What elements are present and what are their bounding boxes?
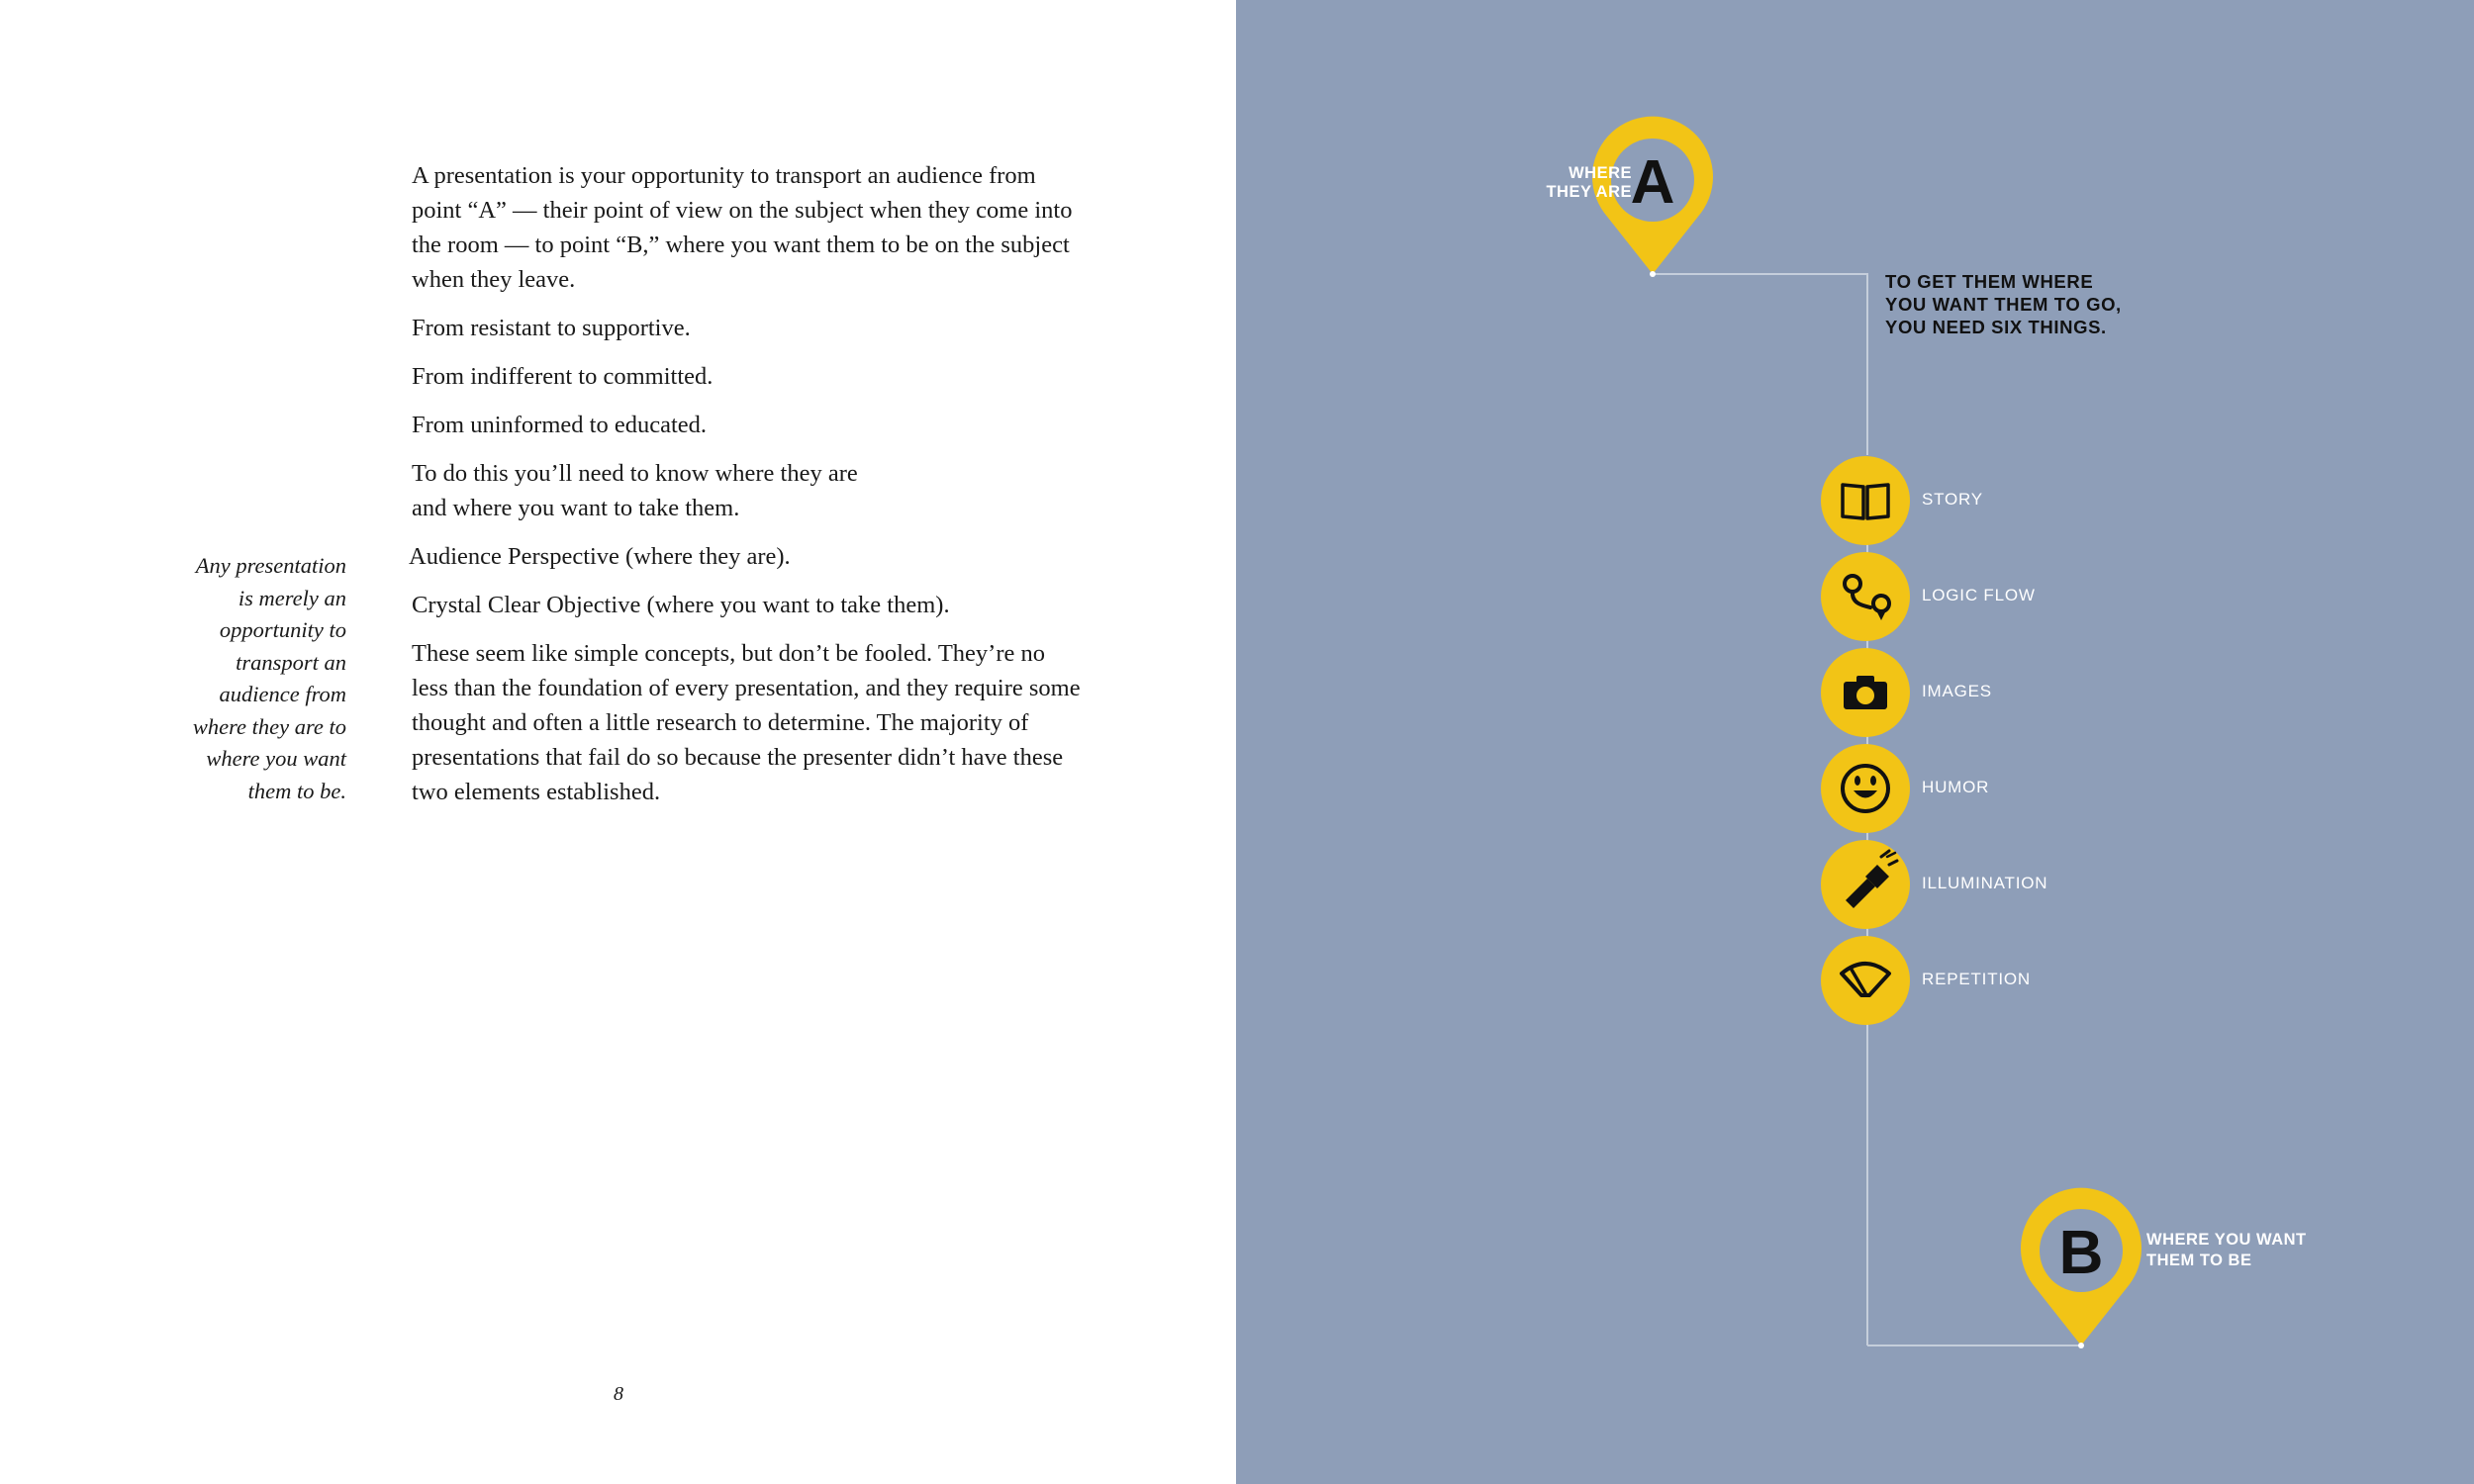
paragraph-uninformed: From uninformed to educated. (412, 412, 708, 438)
left-page (0, 0, 1236, 1484)
book-icon (1821, 456, 1910, 545)
paragraph-simple-concepts: These seem like simple concepts, but don’t be fooled. They’re no less than the foundation of every presentation, and they require some thought and often a little research to determine. The majority of presentations that fail do so because the presenter didn’t have these two elements established. (412, 640, 1081, 805)
route-pins-icon (1821, 552, 1910, 641)
pin-b-label: WHERE YOU WANT THEM TO BE (2146, 1231, 2307, 1269)
item-label-illumination: ILLUMINATION (1922, 874, 2048, 892)
paragraph-to-do-this: To do this you’ll need to know where they are and where you want to take them. (412, 460, 858, 521)
pin-a-letter: A (1630, 148, 1675, 217)
pin-b-letter: B (2058, 1219, 2104, 1287)
paragraph-crystal-clear-objective: Crystal Clear Objective (where you want to take them). (412, 592, 950, 618)
item-label-logic-flow: LOGIC FLOW (1922, 586, 2036, 604)
item-label-story: STORY (1922, 490, 1983, 509)
paragraph-indifferent: From indifferent to committed. (412, 363, 714, 390)
smiley-icon (1821, 744, 1910, 833)
right-page (1236, 0, 2474, 1484)
windshield-wiper-icon (1821, 936, 1910, 1025)
item-label-repetition: REPETITION (1922, 970, 2032, 988)
six-things-intro: TO GET THEM WHERE YOU WANT THEM TO GO, YOU NEED SIX THINGS. (1885, 271, 2122, 337)
flashlight-icon (1821, 840, 1910, 929)
body-text (409, 158, 1085, 823)
connector-a-to-items (1653, 274, 1867, 455)
camera-icon (1821, 648, 1910, 737)
paragraph-resistant: From resistant to supportive. (412, 315, 691, 341)
item-label-images: IMAGES (1922, 682, 1992, 700)
item-label-humor: HUMOR (1922, 778, 1990, 796)
page-number: 8 (614, 1383, 623, 1405)
pin-a-label: WHERE THEY ARE (1546, 164, 1632, 201)
paragraph-audience-perspective: Audience Perspective (where they are). (409, 543, 791, 570)
margin-pull-quote: Any presentation is merely an opportunity to transport an audience from where they are to where you want them to be. (192, 553, 346, 803)
paragraph-intro: A presentation is your opportunity to transport an audience from point “A” — their point of view on the subject when they come into the room — to point “B,” where you want them to be on the subject when they leave. (412, 162, 1073, 293)
pin-b-marker (2021, 1188, 2141, 1348)
